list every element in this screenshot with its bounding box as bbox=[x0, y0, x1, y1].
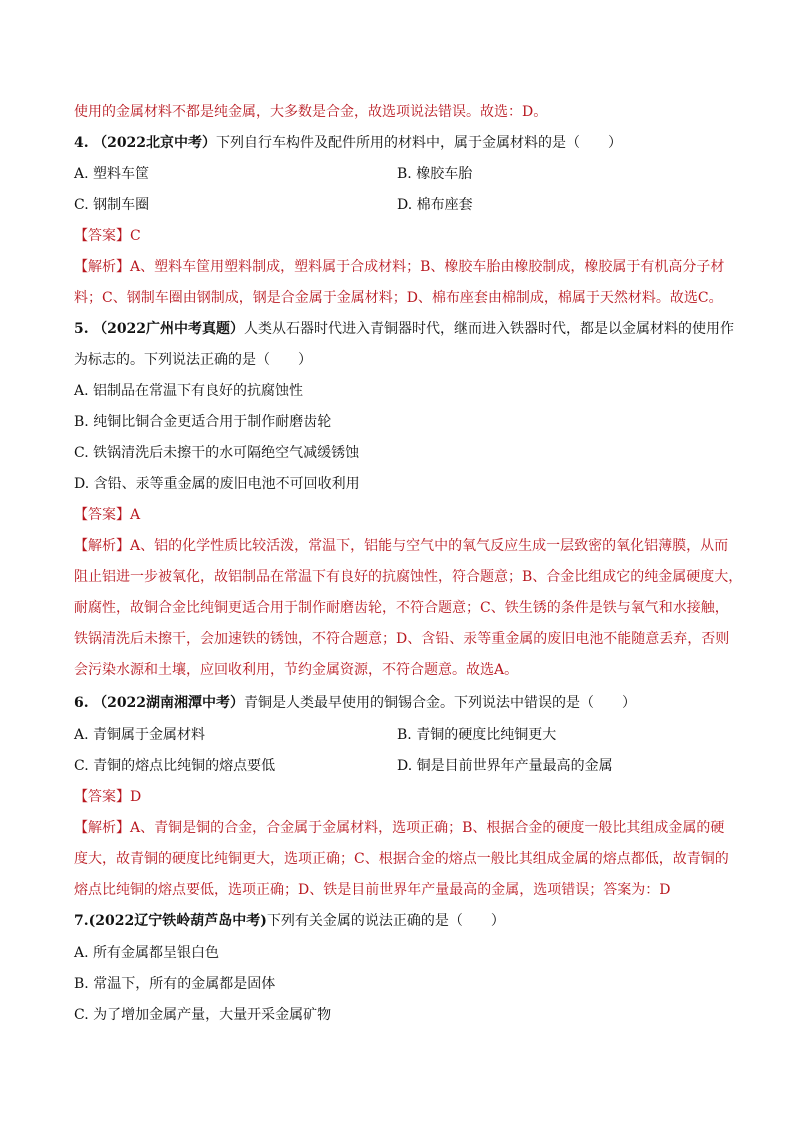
option-b: B. 橡胶车胎 bbox=[397, 166, 473, 182]
explanation-line: 【解析】A、铝的化学性质比较活泼，常温下，铝能与空气中的氧气反应生成一层致密的氧化铝薄膜，从而 bbox=[74, 538, 729, 554]
answer: 【答案】C bbox=[74, 228, 141, 244]
answer: 【答案】A bbox=[74, 507, 141, 523]
question-number: 5. bbox=[74, 321, 89, 337]
question-number: 6. bbox=[74, 695, 89, 711]
explanation-line: 铁锅清洗后未擦干，会加速铁的锈蚀，不符合题意；D、含铅、汞等重金属的废旧电池不能随意丢弃，否则 bbox=[74, 631, 730, 647]
option-b: B. 青铜的硬度比纯铜更大 bbox=[397, 727, 557, 743]
option-d: D. 铜是目前世界年产量最高的金属 bbox=[397, 758, 613, 774]
explanation-line: 【解析】A、塑料车筐用塑料制成，塑料属于合成材料；B、橡胶车胎由橡胶制成，橡胶属于有机高分子材 bbox=[74, 259, 725, 275]
option-b: B. 纯铜比铜合金更适合用于制作耐磨齿轮 bbox=[74, 414, 332, 430]
explanation-line: 料；C、钢制车圈由钢制成，钢是合金属于金属材料；D、棉布座套由棉制成，棉属于天然材料。故选C。 bbox=[74, 290, 723, 306]
question-text: 人类从石器时代进入青铜器时代，继而进入铁器时代，都是以金属材料的使用作 bbox=[244, 321, 735, 337]
question-6-stem bbox=[74, 694, 636, 712]
option-d: D. 含铅、汞等重金属的废旧电池不可回收利用 bbox=[74, 476, 360, 492]
question-number: 4. bbox=[74, 135, 89, 151]
explanation-line: 耐腐性，故铜合金比纯铜更适合用于制作耐磨齿轮，不符合题意；C、铁生锈的条件是铁与氧气和水接触， bbox=[74, 600, 729, 616]
option-a: A. 所有金属都呈银白色 bbox=[74, 945, 220, 961]
option-a: A. 青铜属于金属材料 bbox=[74, 727, 206, 743]
option-c: C. 为了增加金属产量，大量开采金属矿物 bbox=[74, 1007, 332, 1023]
explanation-line: 会污染水源和土壤，应回收利用，节约金属资源，不符合题意。故选A。 bbox=[74, 662, 519, 678]
option-d: D. 棉布座套 bbox=[397, 197, 473, 213]
option-c: C. 铁锅清洗后未擦干的水可隔绝空气减缓锈蚀 bbox=[74, 445, 360, 461]
question-source: （2022北京中考） bbox=[93, 135, 217, 151]
question-7-stem bbox=[74, 912, 505, 930]
question-5-stem bbox=[74, 320, 734, 338]
question-text: 青铜是人类最早使用的铜锡合金。下列说法中错误的是（ ） bbox=[244, 695, 637, 711]
explanation-line: 阻止铝进一步被氧化，故铝制品在常温下有良好的抗腐蚀性，符合题意；B、合金比组成它的纯金属硬度大， bbox=[74, 569, 743, 585]
option-c: C. 青铜的熔点比纯铜的熔点要低 bbox=[74, 758, 276, 774]
option-a: A. 塑料车筐 bbox=[74, 166, 150, 182]
question-text: 下列有关金属的说法正确的是（ ） bbox=[266, 913, 505, 929]
option-a: A. 铝制品在常温下有良好的抗腐蚀性 bbox=[74, 383, 304, 399]
explanation-line: 度大，故青铜的硬度比纯铜更大，选项正确；C、根据合金的熔点一般比其组成金属的熔点都低，故青铜的 bbox=[74, 851, 729, 867]
question-source: (2022辽宁铁岭葫芦岛中考) bbox=[88, 913, 267, 929]
option-c: C. 钢制车圈 bbox=[74, 197, 150, 213]
answer: 【答案】D bbox=[74, 789, 142, 805]
question-text: 下列自行车构件及配件所用的材料中，属于金属材料的是（ ） bbox=[216, 135, 623, 151]
option-b: B. 常温下，所有的金属都是固体 bbox=[74, 976, 276, 992]
question-source: （2022湖南湘潭中考） bbox=[93, 695, 245, 711]
explanation-line: 熔点比纯铜的熔点要低，选项正确；D、铁是目前世界年产量最高的金属，选项错误；答案为：D bbox=[74, 882, 671, 898]
question-number: 7. bbox=[74, 913, 89, 929]
line-q3-explanation-end: 使用的金属材料不都是纯金属，大多数是合金，故选项说法错误。故选：D。 bbox=[74, 104, 548, 120]
explanation-line: 【解析】A、青铜是铜的合金，合金属于金属材料，选项正确；B、根据合金的硬度一般比其组成金属的硬 bbox=[74, 820, 725, 836]
question-text-continued: 为标志的。下列说法正确的是（ ） bbox=[74, 352, 312, 368]
question-4-stem bbox=[74, 134, 622, 152]
question-source: （2022广州中考真题） bbox=[93, 321, 245, 337]
